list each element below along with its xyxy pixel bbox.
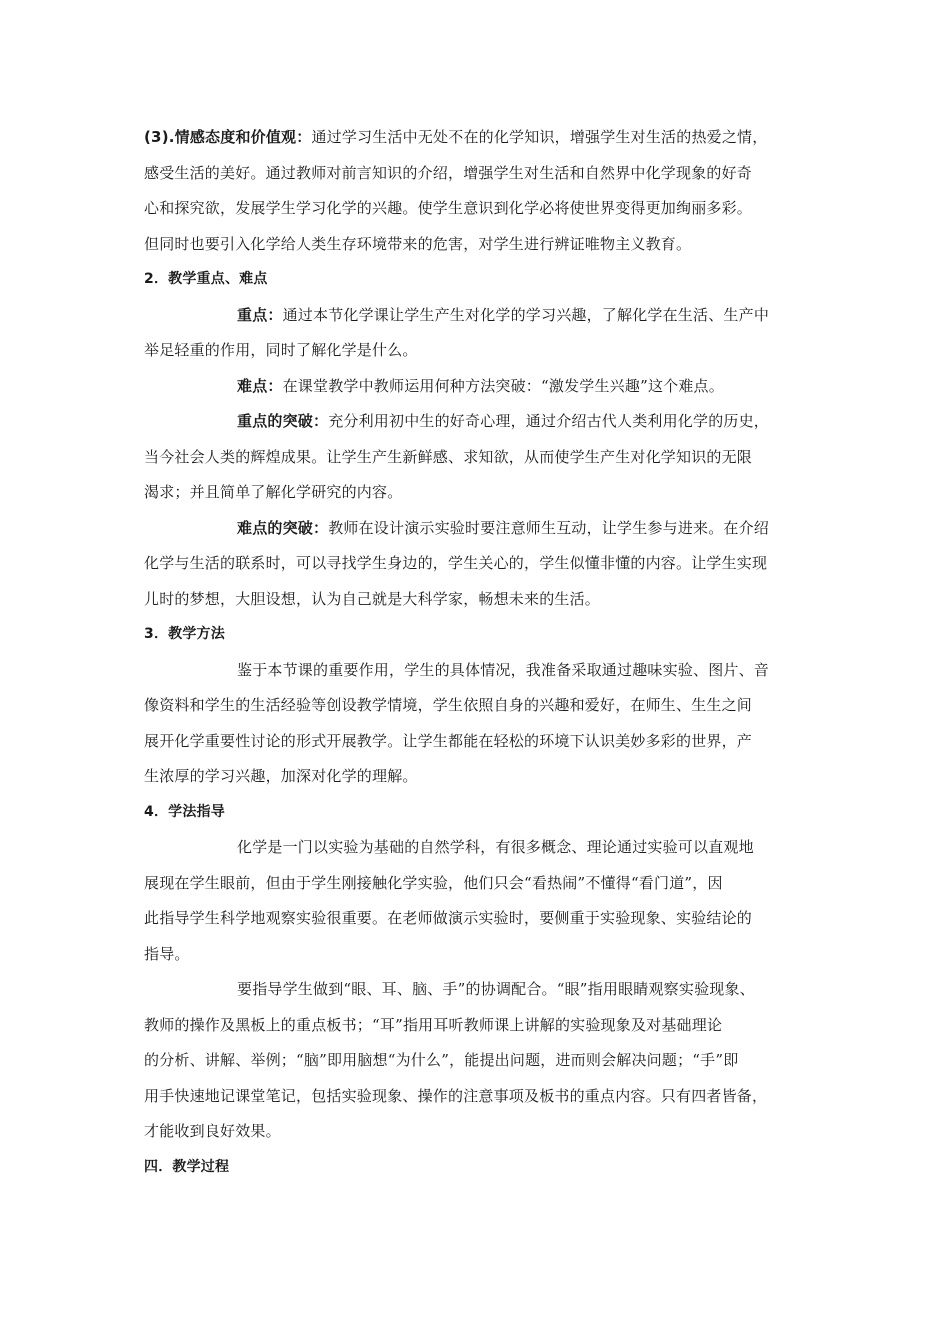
methods-line-1: 鉴于本节课的重要作用，学生的具体情况，我准备采取通过趣味实验、图片、音 [237,660,770,679]
guidance-p2-line-1: 要指导学生做到“眼、耳、脑、手”的协调配合。“眼”指用眼睛观察实验现象、 [237,980,755,998]
section3-line-3: 心和探究欲，发展学生学习化学的兴趣。使学生意识到化学必将使世界变得更加绚丽多彩。 [144,199,753,217]
section3-line-4: 但同时也要引入化学给人类生存环境带来的危害，对学生进行辨证唯物主义教育。 [144,234,692,253]
focus-break-line-2: 当今社会人类的辉煌成果。让学生产生新鲜感、求知欲，从而使学生产生对化学知识的无限 [144,447,753,466]
methods-line-3: 展开化学重要性讨论的形式开展教学。让学生都能在轻松的环境下认识美妙多彩的世界，产 [144,731,753,750]
section3-label: (3).情感态度和价值观： [144,128,312,146]
difficulty-label: 难点： [237,376,283,395]
methods-line-2: 像资料和学生的生活经验等创设教学情境，学生依照自身的兴趣和爱好，在师生、生生之间 [144,696,753,714]
difficulty-break-line-2: 化学与生活的联系时，可以寻找学生身边的，学生关心的，学生似懂非懂的内容。让学生实现 [144,554,768,572]
guidance-p1-line-2: 展现在学生眼前，但由于学生刚接触化学实验，他们只会“看热闹”不懂得“看门道”，因 [144,873,723,892]
key-points-heading: 2．教学重点、难点 [144,271,268,287]
focus-break-label: 重点的突破： [237,412,329,430]
guidance-p2-line-2: 教师的操作及黑板上的重点板书；“耳”指用耳听教师课上讲解的实验现象及对基础理论 [144,1015,723,1034]
difficulty-break-line-3: 儿时的梦想，大胆设想，认为自己就是大科学家，畅想未来的生活。 [144,589,601,608]
guidance-p2-line-4: 用手快速地记课堂笔记，包括实验现象、操作的注意事项及板书的重点内容。只有四者皆备， [144,1086,768,1105]
methods-line-4: 生浓厚的学习兴趣，加深对化学的理解。 [144,767,418,785]
guidance-p1-line-3: 此指导学生科学地观察实验很重要。在老师做演示实验时，要侧重于实验现象、实验结论的 [144,909,753,927]
focus-break-line-3: 渴求；并且简单了解化学研究的内容。 [144,483,403,501]
process-heading: 四．教学过程 [144,1158,230,1175]
document-page [144,120,809,1185]
difficulty-break-line-1: 难点的突破：教师在设计演示实验时要注意师生互动，让学生参与进来。在介绍 [237,518,770,537]
focus-line-1: 重点：通过本节化学课让学生产生对化学的学习兴趣，了解化学在生活、生产中 [237,305,770,324]
section3-line-1: (3).情感态度和价值观：通过学习生活中无处不在的化学知识，增强学生对生活的热爱之情， [144,128,768,146]
section3-line-2: 感受生活的美好。通过教师对前言知识的介绍，增强学生对生活和自然界中化学现象的好奇 [144,163,753,182]
difficulty-line: 难点：在课堂教学中教师运用何种方法突破：“激发学生兴趣”这个难点。 [237,376,724,395]
guidance-p2-line-5: 才能收到良好效果。 [144,1122,281,1140]
guidance-p1-line-4: 指导。 [144,944,190,963]
focus-label: 重点： [237,305,283,324]
guidance-heading: 4．学法指导 [144,803,225,820]
methods-heading: 3．教学方法 [144,626,225,642]
guidance-p1-line-1: 化学是一门以实验为基础的自然学科，有很多概念、理论通过实验可以直观地 [237,838,754,856]
guidance-p2-line-3: 的分析、讲解、举例；“脑”即用脑想“为什么”，能提出问题，进而则会解决问题；“手”即 [144,1051,739,1069]
focus-break-line-1: 重点的突破：充分利用初中生的好奇心理，通过介绍古代人类利用化学的历史， [237,412,770,430]
difficulty-break-label: 难点的突破： [237,518,329,537]
focus-line-2: 举足轻重的作用，同时了解化学是什么。 [144,341,418,359]
